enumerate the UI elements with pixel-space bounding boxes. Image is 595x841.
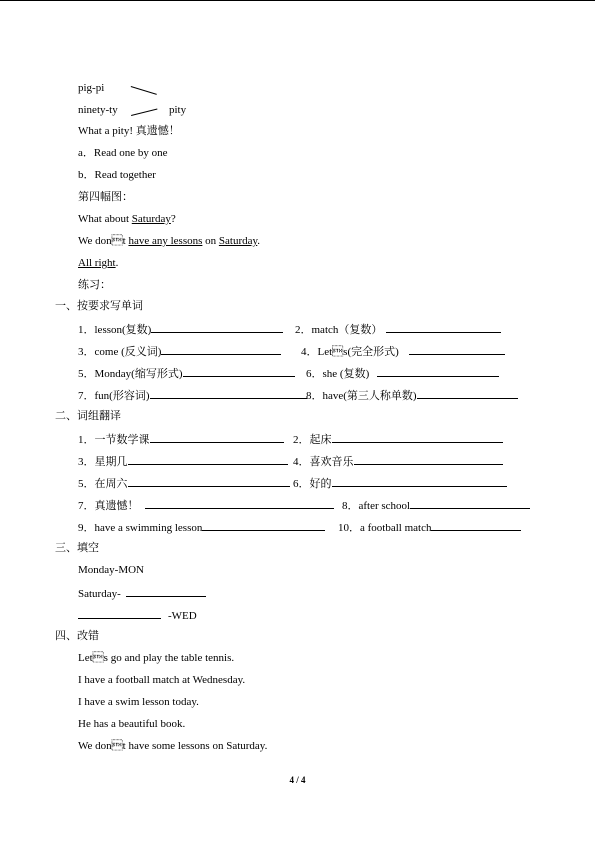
practice-label: 练习： — [78, 279, 111, 291]
s2-item-3: 3．星期几 — [78, 454, 288, 469]
answer-blank[interactable] — [145, 498, 334, 509]
s2-item-2: 2．起床 — [293, 432, 503, 447]
answer-blank[interactable] — [410, 498, 530, 509]
answer-blank[interactable] — [377, 366, 499, 377]
error-sentence-3: I have a swim lesson today. — [78, 696, 199, 708]
answer-blank[interactable] — [332, 476, 507, 487]
s2-item-4: 4．喜欢音乐 — [293, 454, 503, 469]
fill-line-1: Monday-MON — [78, 564, 144, 576]
what-about-line: What about Saturday? — [78, 213, 176, 225]
s1-item-4: 4．Lets(完全形式) — [301, 344, 505, 359]
error-sentence-2: I have a football match at Wednesday. — [78, 674, 246, 686]
s1-item-1: 1．lesson(复数) — [78, 322, 283, 337]
s1-item-2: 2．match（复数） — [295, 322, 501, 337]
answer-blank[interactable] — [151, 322, 283, 333]
s2-item-9: 9．have a swimming lesson — [78, 520, 325, 535]
answer-blank[interactable] — [183, 366, 295, 377]
answer-blank[interactable] — [78, 608, 161, 619]
section2-title: 二、词组翻译 — [55, 410, 121, 422]
section1-title: 一、按要求写单词 — [55, 300, 143, 312]
match-right-2: pity — [169, 104, 187, 116]
answer-blank[interactable] — [417, 388, 518, 399]
answer-blank[interactable] — [128, 476, 290, 487]
match-line-2 — [131, 108, 157, 116]
answer-blank[interactable] — [431, 520, 521, 531]
fill-line-3: -WED — [78, 608, 197, 623]
s2-item-10: 10．a football match — [338, 520, 521, 535]
s1-item-7: 7．fun(形容词) — [78, 388, 307, 403]
answer-blank[interactable] — [161, 344, 281, 355]
s1-item-6: 6．she (复数) — [306, 366, 499, 381]
match-left-1: pig-pi — [78, 82, 105, 94]
s1-item-8: 8．have(第三人称单数) — [306, 388, 518, 403]
s1-item-3: 3．come (反义词) — [78, 344, 281, 359]
all-right-line: All right. — [78, 257, 119, 269]
section4-title: 四、改错 — [55, 630, 99, 642]
header-rule — [0, 0, 595, 1]
match-left-2: ninety-ty — [78, 104, 118, 116]
section3-title: 三、填空 — [55, 542, 99, 554]
answer-blank[interactable] — [354, 454, 503, 465]
s2-item-1: 1．一节数学课 — [78, 432, 284, 447]
error-sentence-4: He has a beautiful book. — [78, 718, 186, 730]
answer-blank[interactable] — [386, 322, 501, 333]
answer-blank[interactable] — [150, 432, 284, 443]
s2-item-7: 7．真遗憾！ — [78, 498, 334, 513]
answer-blank[interactable] — [409, 344, 505, 355]
page-number: 4 / 4 — [289, 775, 306, 785]
answer-blank[interactable] — [150, 388, 307, 399]
fill-line-2: Saturday- — [78, 586, 206, 601]
error-sentence-1: Lets go and play the table tennis. — [78, 652, 235, 664]
read-b: b．Read together — [78, 169, 156, 181]
match-line-1 — [131, 86, 157, 95]
answer-blank[interactable] — [128, 454, 288, 465]
picture-4-heading: 第四幅图： — [78, 191, 133, 203]
s2-item-6: 6．好的 — [293, 476, 507, 491]
dont-line: We dont have any lessons on Saturday. — [78, 235, 261, 247]
answer-blank[interactable] — [126, 586, 206, 597]
read-a: a．Read one by one — [78, 147, 168, 159]
error-sentence-5: We dont have some lessons on Saturday. — [78, 740, 268, 752]
s2-item-5: 5．在周六 — [78, 476, 290, 491]
pity-phrase: What a pity! 真遗憾！ — [78, 125, 180, 137]
s2-item-8: 8．after school — [342, 498, 530, 513]
answer-blank[interactable] — [332, 432, 503, 443]
s1-item-5: 5．Monday(缩写形式) — [78, 366, 295, 381]
answer-blank[interactable] — [202, 520, 325, 531]
